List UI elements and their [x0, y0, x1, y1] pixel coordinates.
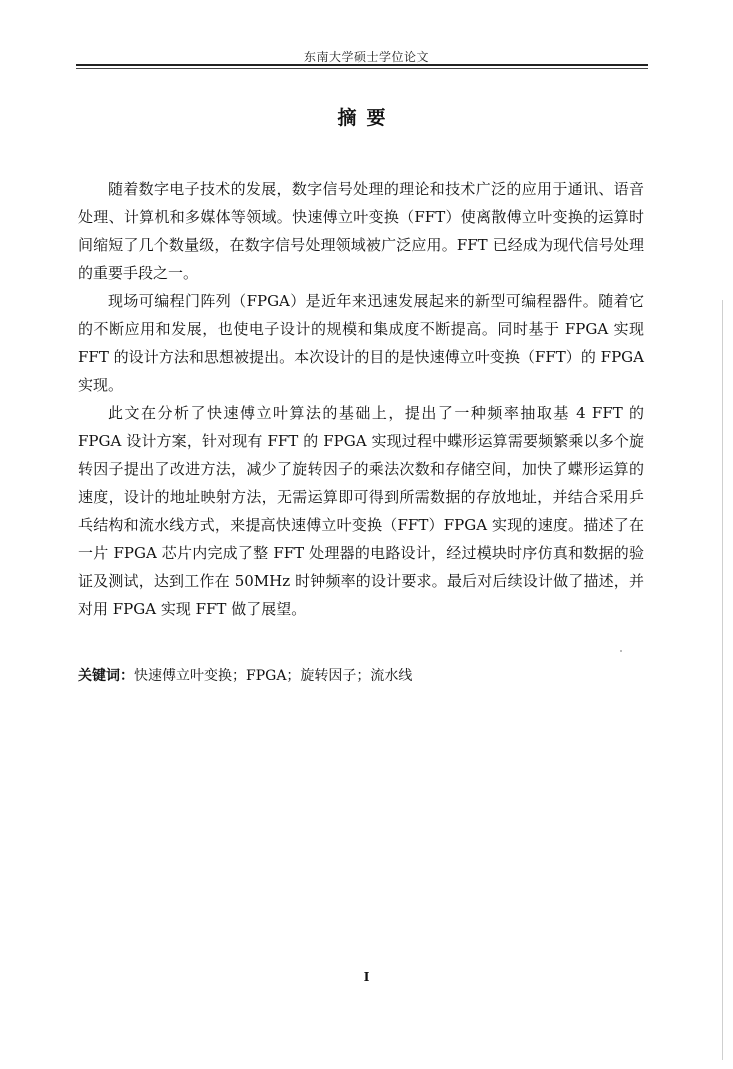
scan-edge-line: [722, 300, 723, 1060]
header-rule-thin: [76, 68, 648, 69]
abstract-paragraph-1: 随着数字电子技术的发展，数字信号处理的理论和技术广泛的应用于通讯、语音处理、计算机和多媒体等领域。快速傅立叶变换（FFT）使离散傅立叶变换的运算时间缩短了几个数量级，在数字信号处理领域被广泛应用。FFT 已经成为现代信号处理的重要手段之一。: [78, 180, 644, 282]
header-rule: [76, 64, 648, 66]
scan-speck: [620, 650, 622, 652]
abstract-body: [78, 175, 644, 623]
abstract-paragraph-3: 此文在分析了快速傅立叶算法的基础上，提出了一种频率抽取基 4 FFT 的 FPGA 设计方案，针对现有 FFT 的 FPGA 实现过程中蝶形运算需要频繁乘以多个旋转因子提出了改进方法，减少了旋转因子的乘法次数和存储空间，加快了蝶形运算的速度，设计的地址映射方法，无需运算即可得到所需数据的存放地址，并结合采用乒乓结构和流水线方式，来提高快速傅立叶变换（FFT）FPGA 实现的速度。描述了在一片 FPGA 芯片内完成了整 FFT 处理器的电路设计，经过模块时序仿真和数据的验证及测试，达到工作在 50MHz 时钟频率的设计要求。最后对后续设计做了描述，并对用 FPGA 实现 FFT 做了展望。: [78, 404, 644, 618]
abstract-paragraph-2: 现场可编程门阵列（FPGA）是近年来迅速发展起来的新型可编程器件。随着它的不断应用和发展，也使电子设计的规模和集成度不断提高。同时基于 FPGA 实现 FFT 的设计方法和思想被提出。本次设计的目的是快速傅立叶变换（FFT）的 FPGA 实现。: [78, 292, 644, 394]
page-number: I: [363, 970, 370, 984]
running-header: 东南大学硕士学位论文: [303, 50, 429, 64]
keywords-label: 关键词：: [78, 668, 134, 684]
keywords-line: [78, 663, 644, 689]
keywords-text: 快速傅立叶变换；FPGA；旋转因子；流水线: [134, 668, 413, 684]
abstract-title: 摘要: [337, 107, 396, 129]
